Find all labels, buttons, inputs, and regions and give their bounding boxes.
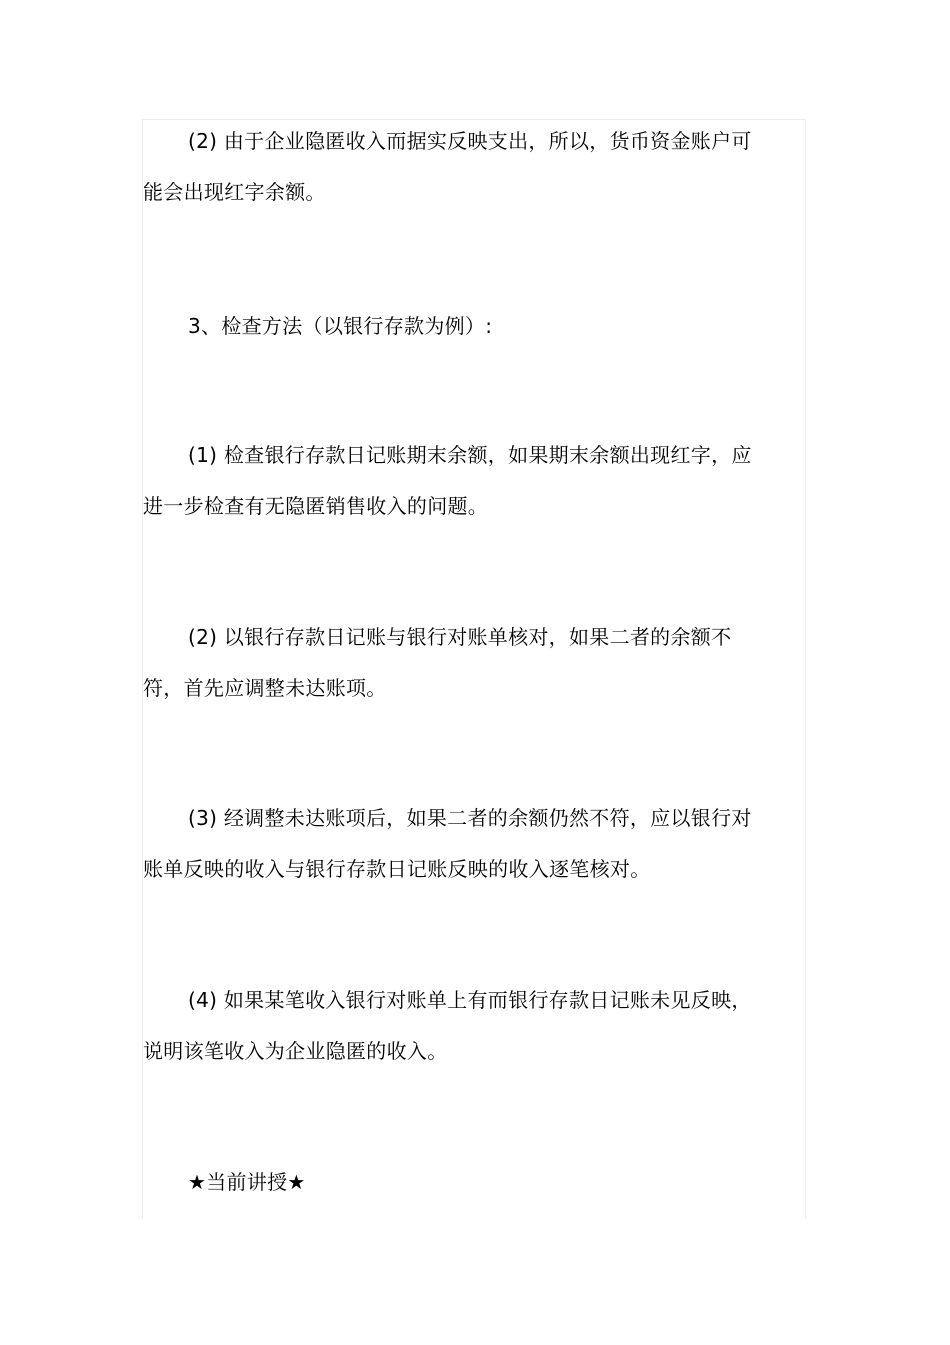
section-heading: 3、检查方法（以银行存款为例）:: [188, 314, 493, 338]
paragraph-6-line-2: 说明该笔收入为企业隐匿的收入。: [143, 1039, 448, 1063]
paragraph-3-line-2: 进一步检查有无隐匿销售收入的问题。: [143, 494, 489, 518]
current-lecture-marker: ★当前讲授★: [188, 1170, 306, 1194]
paragraph-1-line-1: (2) 由于企业隐匿收入而据实反映支出，所以，货币资金账户可: [188, 129, 752, 153]
paragraph-5-line-2: 账单反映的收入与银行存款日记账反映的收入逐笔核对。: [143, 857, 651, 881]
paragraph-1-line-2: 能会出现红字余额。: [143, 180, 326, 204]
paragraph-4-line-2: 符，首先应调整未达账项。: [143, 676, 387, 700]
paragraph-4-line-1: (2) 以银行存款日记账与银行对账单核对，如果二者的余额不: [188, 625, 732, 649]
paragraph-6-line-1: (4) 如果某笔收入银行对账单上有而银行存款日记账未见反映，: [188, 988, 752, 1012]
paragraph-3-line-1: (1) 检查银行存款日记账期末余额，如果期末余额出现红字，应: [188, 443, 752, 467]
paragraph-5-line-1: (3) 经调整未达账项后，如果二者的余额仍然不符，应以银行对: [188, 806, 752, 830]
